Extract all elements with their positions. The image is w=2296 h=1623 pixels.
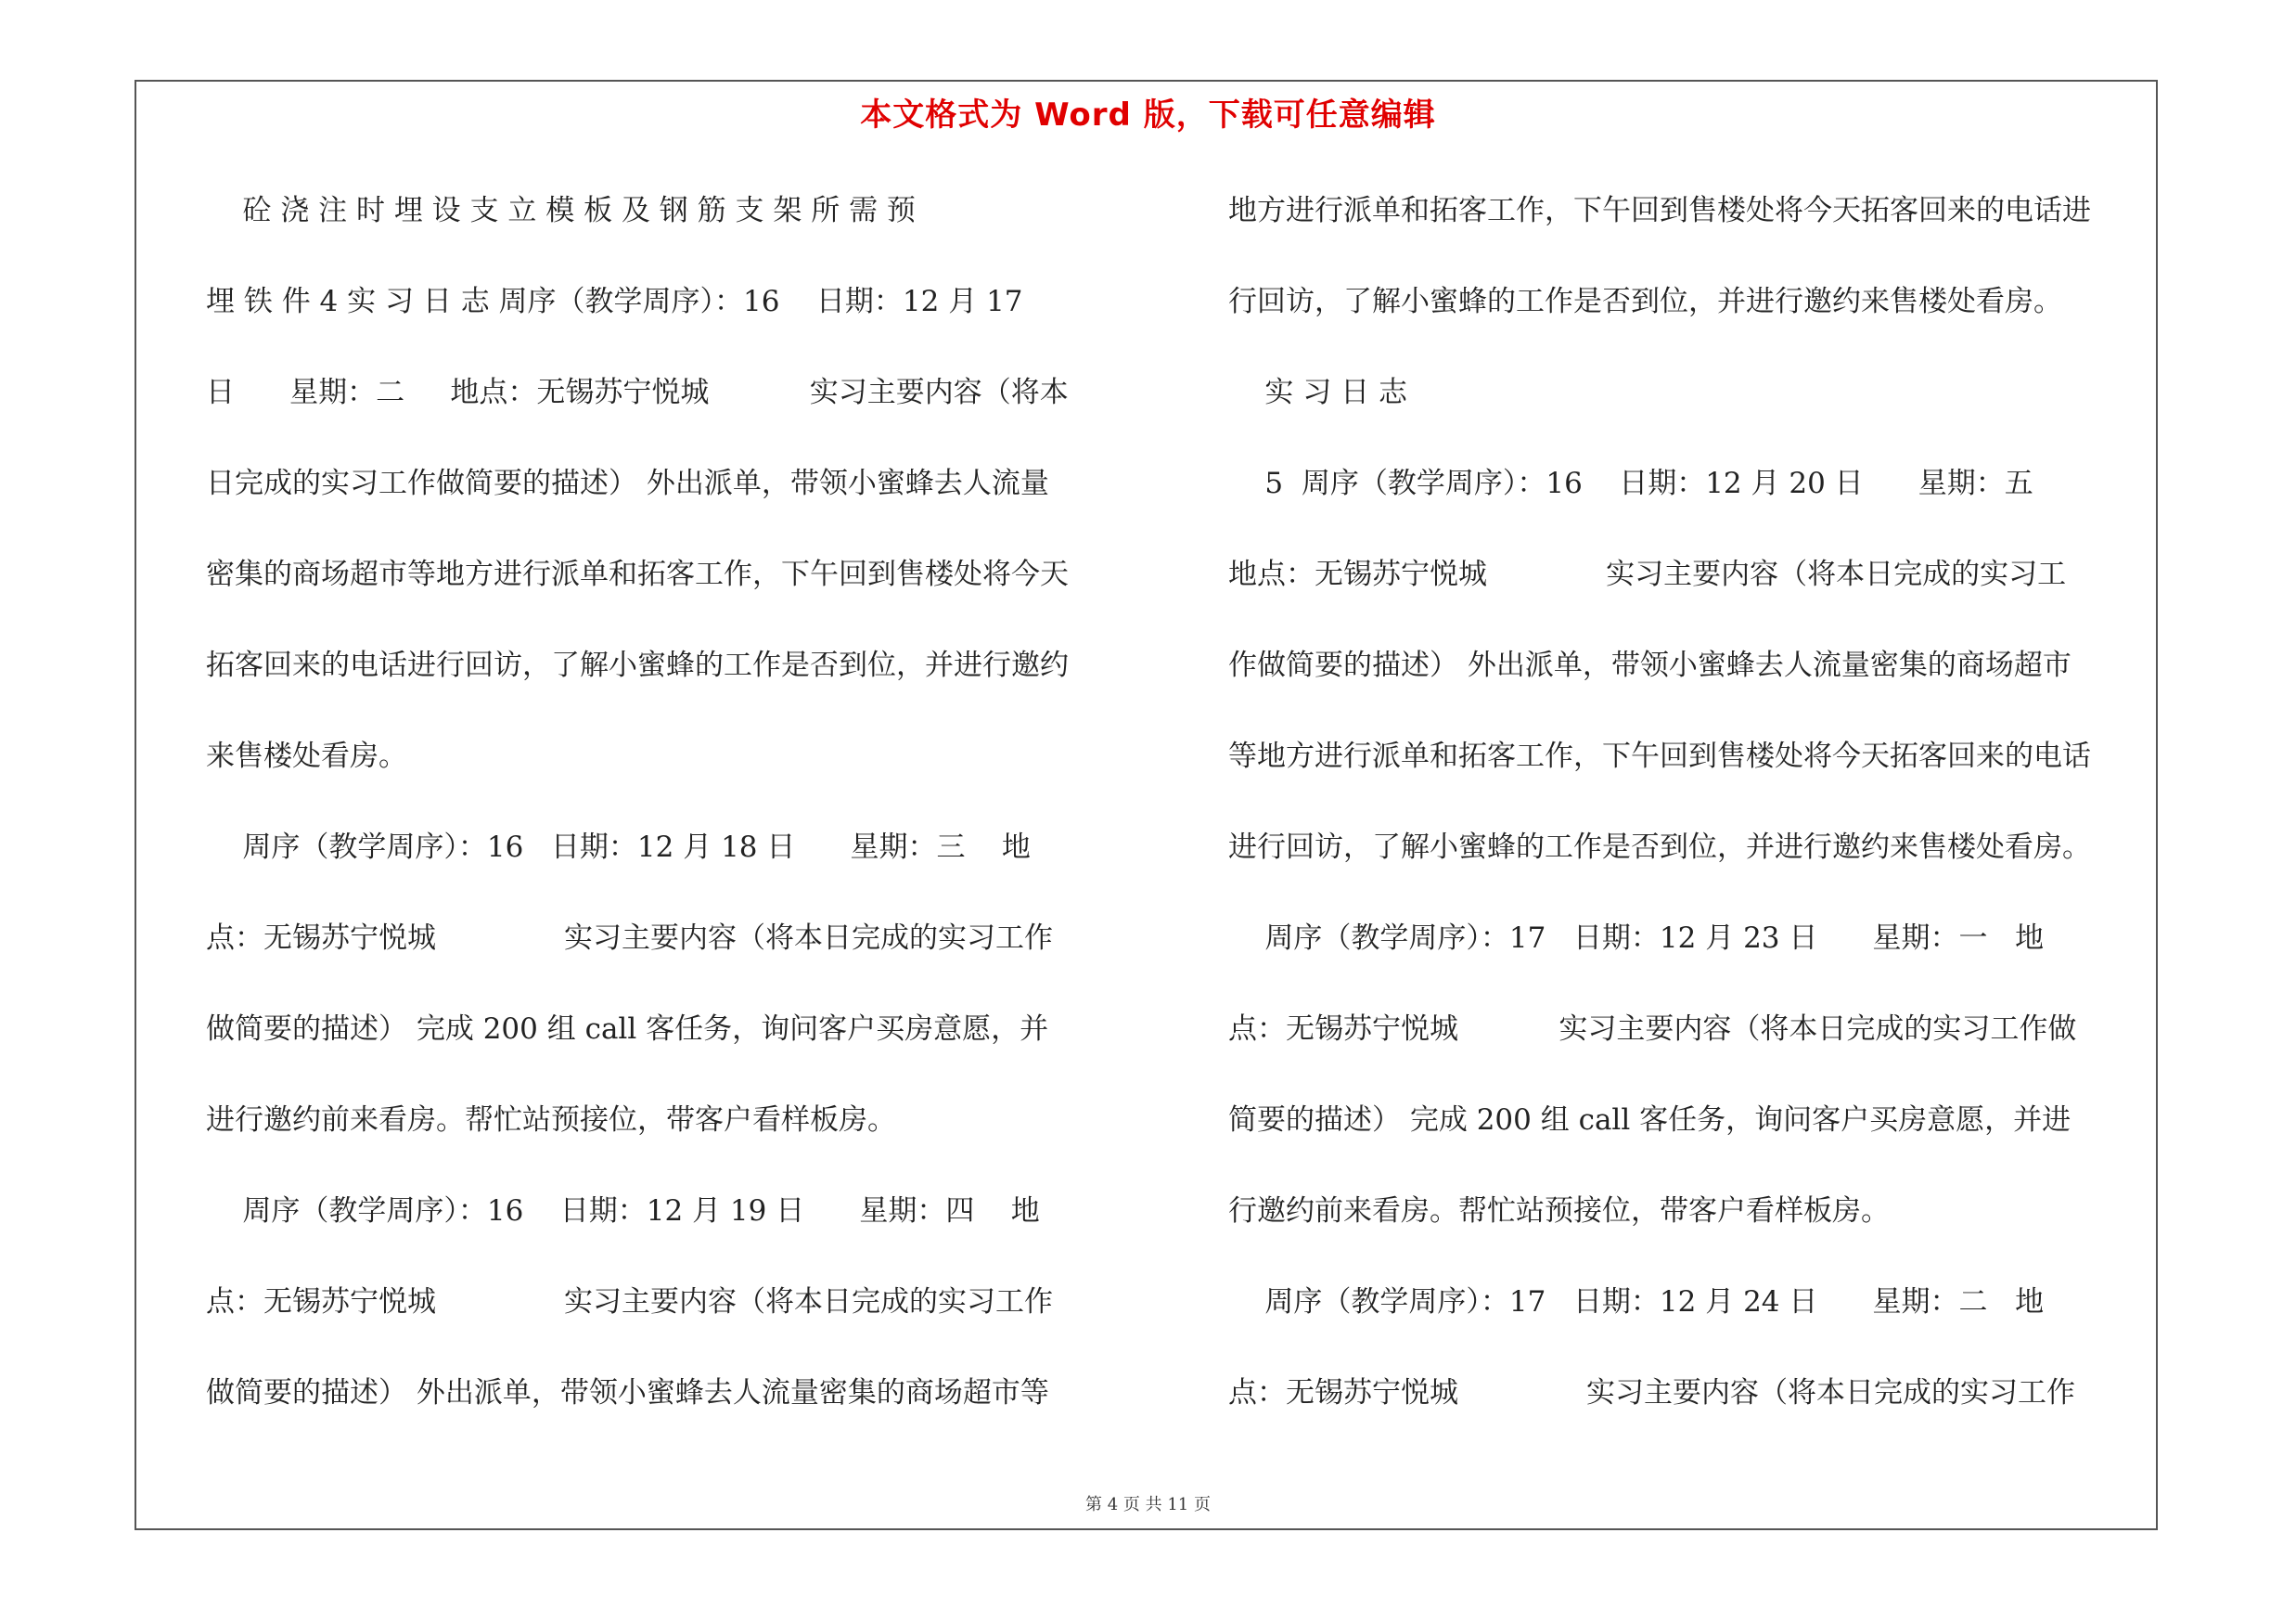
- right-text-column: [1228, 180, 2147, 1453]
- text-line: 5 周序（教学周序）：16 日期：12 月 20 日 星期：五: [1228, 467, 2033, 500]
- text-line: 进行回访，了解小蜜蜂的工作是否到位，并进行邀约来售楼处看房。: [1228, 831, 2091, 864]
- format-notice-banner: 本文格式为 Word 版，下载可任意编辑: [860, 97, 1436, 134]
- left-text-column: [206, 180, 1124, 1453]
- text-line: 周序（教学周序）：17 日期：12 月 23 日 星期：一 地: [1228, 921, 2045, 955]
- text-line: 点：无锡苏宁悦城 实习主要内容（将本日完成的实习工作: [206, 1285, 1053, 1319]
- text-line: 周序（教学周序）：16 日期：12 月 19 日 星期：四 地: [206, 1194, 1040, 1228]
- text-line: 地方进行派单和拓客工作，下午回到售楼处将今天拓客回来的电话进: [1228, 194, 2091, 227]
- text-line: 地点：无锡苏宁悦城 实习主要内容（将本日完成的实习工: [1228, 558, 2067, 591]
- text-line: 拓客回来的电话进行回访，了解小蜜蜂的工作是否到位，并进行邀约: [206, 649, 1069, 682]
- text-line: 埋 铁 件 4 实 习 日 志 周序（教学周序）：16 日期：12 月 17: [206, 285, 1023, 318]
- page-number: 第 4 页 共 11 页: [1085, 1495, 1211, 1514]
- text-line: 简要的描述） 完成 200 组 call 客任务，询问客户买房意愿，并进: [1228, 1103, 2072, 1137]
- text-line: 点：无锡苏宁悦城 实习主要内容（将本日完成的实习工作: [206, 921, 1053, 955]
- text-line: 行邀约前来看房。帮忙站预接位，带客户看样板房。: [1228, 1194, 1890, 1228]
- text-line: 点：无锡苏宁悦城 实习主要内容（将本日完成的实习工作: [1228, 1376, 2075, 1410]
- text-line: 作做简要的描述） 外出派单，带领小蜜蜂去人流量密集的商场超市: [1228, 649, 2072, 682]
- text-line: 行回访，了解小蜜蜂的工作是否到位，并进行邀约来售楼处看房。: [1228, 285, 2062, 318]
- text-line: 周序（教学周序）：16 日期：12 月 18 日 星期：三 地: [206, 831, 1031, 864]
- text-line: 日 星期：二 地点：无锡苏宁悦城 实习主要内容（将本: [206, 376, 1069, 409]
- text-line: 周序（教学周序）：17 日期：12 月 24 日 星期：二 地: [1228, 1285, 2045, 1319]
- text-line: 日完成的实习工作做简要的描述） 外出派单，带领小蜜蜂去人流量: [206, 467, 1049, 500]
- text-line: 做简要的描述） 外出派单，带领小蜜蜂去人流量密集的商场超市等: [206, 1376, 1049, 1410]
- text-line: 密集的商场超市等地方进行派单和拓客工作，下午回到售楼处将今天: [206, 558, 1069, 591]
- text-line: 实 习 日 志: [1228, 376, 1407, 409]
- text-line: 等地方进行派单和拓客工作，下午回到售楼处将今天拓客回来的电话: [1228, 740, 2091, 773]
- text-line: 进行邀约前来看房。帮忙站预接位，带客户看样板房。: [206, 1103, 896, 1137]
- text-line: 点：无锡苏宁悦城 实习主要内容（将本日完成的实习工作做: [1228, 1012, 2077, 1046]
- text-line: 砼 浇 注 时 埋 设 支 立 模 板 及 钢 筋 支 架 所 需 预: [206, 194, 916, 227]
- text-line: 做简要的描述） 完成 200 组 call 客任务，询问客户买房意愿，并: [206, 1012, 1049, 1046]
- text-line: 来售楼处看房。: [206, 740, 407, 773]
